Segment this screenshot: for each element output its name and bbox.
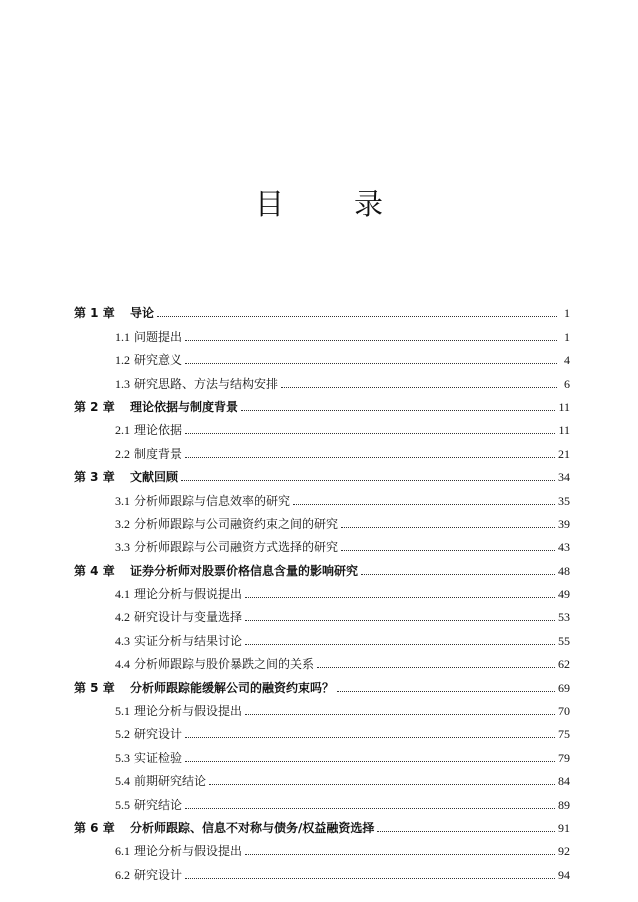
toc-entry-title[interactable]: 理论依据与制度背景	[130, 399, 239, 414]
toc-section-row[interactable]	[74, 508, 570, 531]
toc-entry-number: 4.4	[115, 657, 130, 672]
toc-page-number: 75	[558, 727, 570, 742]
toc-entry-title[interactable]: 研究思路、方法与结构安排	[134, 376, 279, 391]
toc-chapter-row[interactable]	[74, 554, 570, 577]
toc-entry-title[interactable]: 分析师跟踪与公司融资约束之间的研究	[134, 516, 339, 531]
dot-leader	[293, 504, 555, 505]
toc-entry-number: 3.2	[115, 516, 130, 531]
toc-section-row[interactable]	[74, 624, 570, 647]
toc-section-row[interactable]	[74, 648, 570, 671]
toc-entry-title[interactable]: 分析师跟踪与信息效率的研究	[134, 493, 291, 508]
toc-chapter-row[interactable]	[74, 671, 570, 694]
toc-page-number: 55	[558, 633, 570, 648]
toc-entry-title[interactable]: 理论依据	[134, 423, 183, 438]
toc-entry-number: 5.4	[115, 774, 130, 789]
toc-chapter-row[interactable]	[74, 461, 570, 484]
toc-entry-number: 5.3	[115, 750, 130, 765]
toc-page-number: 39	[558, 516, 570, 531]
toc-entry-title[interactable]: 问题提出	[134, 329, 183, 344]
toc-entry-number: 5.1	[115, 704, 130, 719]
toc-chapter-row[interactable]	[74, 297, 570, 320]
toc-entry-number: 第 5 章	[74, 680, 115, 695]
toc-section-row[interactable]	[74, 765, 570, 788]
toc-entry-number: 3.1	[115, 493, 130, 508]
toc-section-row[interactable]	[74, 484, 570, 507]
toc-entry-title[interactable]: 实证检验	[134, 750, 183, 765]
toc-entry-number: 第 4 章	[74, 563, 115, 578]
toc-entry-title[interactable]: 前期研究结论	[134, 774, 207, 789]
dot-leader	[185, 340, 557, 341]
dot-leader	[185, 433, 555, 434]
toc-section-row[interactable]	[74, 858, 570, 881]
toc-entry-title[interactable]: 分析师跟踪能缓解公司的融资约束吗？	[130, 680, 335, 695]
toc-page-number: 11	[558, 399, 570, 414]
toc-entry-title[interactable]: 理论分析与假设提出	[134, 844, 243, 859]
dot-leader	[337, 691, 555, 692]
toc-section-row[interactable]	[74, 601, 570, 624]
dot-leader	[341, 527, 555, 528]
dot-leader	[185, 878, 555, 879]
dot-leader	[377, 831, 555, 832]
toc-entry-title[interactable]: 理论分析与假设提出	[134, 704, 243, 719]
toc-chapter-row[interactable]	[74, 812, 570, 835]
title-char-2: 录	[354, 187, 384, 221]
toc-page-number: 6	[564, 376, 570, 391]
toc-page-number: 43	[558, 540, 570, 555]
toc-section-row[interactable]	[74, 414, 570, 437]
toc-entry-number: 5.5	[115, 797, 130, 812]
toc-entry-number: 2.1	[115, 423, 130, 438]
toc-entry-title[interactable]: 理论分析与假说提出	[134, 587, 243, 602]
toc-page-number: 1	[564, 329, 570, 344]
toc-entry-title[interactable]: 分析师跟踪、信息不对称与债务/权益融资选择	[130, 820, 375, 835]
toc-section-row[interactable]	[74, 344, 570, 367]
toc-page-number: 94	[558, 867, 570, 882]
dot-leader	[341, 550, 555, 551]
toc-entry-title[interactable]: 制度背景	[134, 446, 183, 461]
toc-entry-number: 1.1	[115, 329, 130, 344]
toc-page-number: 4	[564, 353, 570, 368]
toc-page-number: 84	[558, 774, 570, 789]
toc-entry-number: 1.2	[115, 353, 130, 368]
toc-page-number: 49	[558, 587, 570, 602]
toc-entry-number: 3.3	[115, 540, 130, 555]
toc-page-number: 21	[558, 446, 570, 461]
toc-entry-title[interactable]: 实证分析与结果讨论	[134, 633, 243, 648]
toc-entry-title[interactable]: 导论	[130, 306, 155, 321]
toc-page-number: 35	[558, 493, 570, 508]
toc-page-number: 79	[558, 750, 570, 765]
toc-page-number: 53	[558, 610, 570, 625]
toc-section-row[interactable]	[74, 741, 570, 764]
toc-section-row[interactable]	[74, 320, 570, 343]
dot-leader	[185, 457, 555, 458]
dot-leader	[245, 854, 555, 855]
page-title	[0, 182, 638, 222]
toc-section-row[interactable]	[74, 437, 570, 460]
toc-entry-title[interactable]: 研究设计	[134, 727, 183, 742]
toc-entry-title[interactable]: 研究设计	[134, 867, 183, 882]
toc-page-number: 62	[558, 657, 570, 672]
dot-leader	[157, 316, 557, 317]
toc-entry-number: 6.2	[115, 867, 130, 882]
toc-page-number: 11	[558, 423, 570, 438]
dot-leader	[209, 784, 555, 785]
dot-leader	[185, 808, 555, 809]
toc-entry-number: 第 6 章	[74, 820, 115, 835]
toc-entry-number: 第 3 章	[74, 470, 115, 485]
dot-leader	[245, 644, 555, 645]
toc-entry-title[interactable]: 文献回顾	[130, 470, 179, 485]
toc-entry-title[interactable]: 分析师跟踪与股价暴跌之间的关系	[134, 657, 315, 672]
toc-page-number: 89	[558, 797, 570, 812]
toc-entry-number: 4.1	[115, 587, 130, 602]
dot-leader	[185, 761, 555, 762]
toc-entry-title[interactable]: 分析师跟踪与公司融资方式选择的研究	[134, 540, 339, 555]
toc-section-row[interactable]	[74, 718, 570, 741]
toc-section-row[interactable]	[74, 531, 570, 554]
toc-entry-number: 4.2	[115, 610, 130, 625]
toc-page-number: 69	[558, 680, 570, 695]
toc-page-number: 1	[564, 306, 570, 321]
toc-page-number: 92	[558, 844, 570, 859]
toc-entry-title[interactable]: 研究意义	[134, 353, 183, 368]
toc-page-number: 70	[558, 704, 570, 719]
toc-section-row[interactable]	[74, 367, 570, 390]
dot-leader	[245, 597, 555, 598]
toc-section-row[interactable]	[74, 788, 570, 811]
title-char-1: 目	[254, 187, 284, 221]
dot-leader	[181, 480, 555, 481]
toc-entry-number: 2.2	[115, 446, 130, 461]
dot-leader	[281, 387, 557, 388]
toc-entry-title[interactable]: 证券分析师对股票价格信息含量的影响研究	[130, 563, 359, 578]
toc-page-number: 91	[558, 820, 570, 835]
table-of-contents	[74, 297, 570, 882]
toc-entry-number: 6.1	[115, 844, 130, 859]
toc-page-number: 48	[558, 563, 570, 578]
toc-section-row[interactable]	[74, 835, 570, 858]
toc-entry-number: 4.3	[115, 633, 130, 648]
toc-entry-number: 5.2	[115, 727, 130, 742]
toc-chapter-row[interactable]	[74, 391, 570, 414]
toc-entry-number: 1.3	[115, 376, 130, 391]
toc-page-number: 34	[558, 470, 570, 485]
dot-leader	[245, 714, 555, 715]
toc-entry-title[interactable]: 研究结论	[134, 797, 183, 812]
toc-section-row[interactable]	[74, 695, 570, 718]
dot-leader	[317, 667, 555, 668]
toc-entry-title[interactable]: 研究设计与变量选择	[134, 610, 243, 625]
dot-leader	[185, 363, 557, 364]
toc-entry-number: 第 2 章	[74, 399, 115, 414]
dot-leader	[361, 574, 555, 575]
toc-entry-number: 第 1 章	[74, 306, 115, 321]
dot-leader	[241, 410, 555, 411]
dot-leader	[245, 620, 555, 621]
toc-section-row[interactable]	[74, 578, 570, 601]
dot-leader	[185, 737, 555, 738]
